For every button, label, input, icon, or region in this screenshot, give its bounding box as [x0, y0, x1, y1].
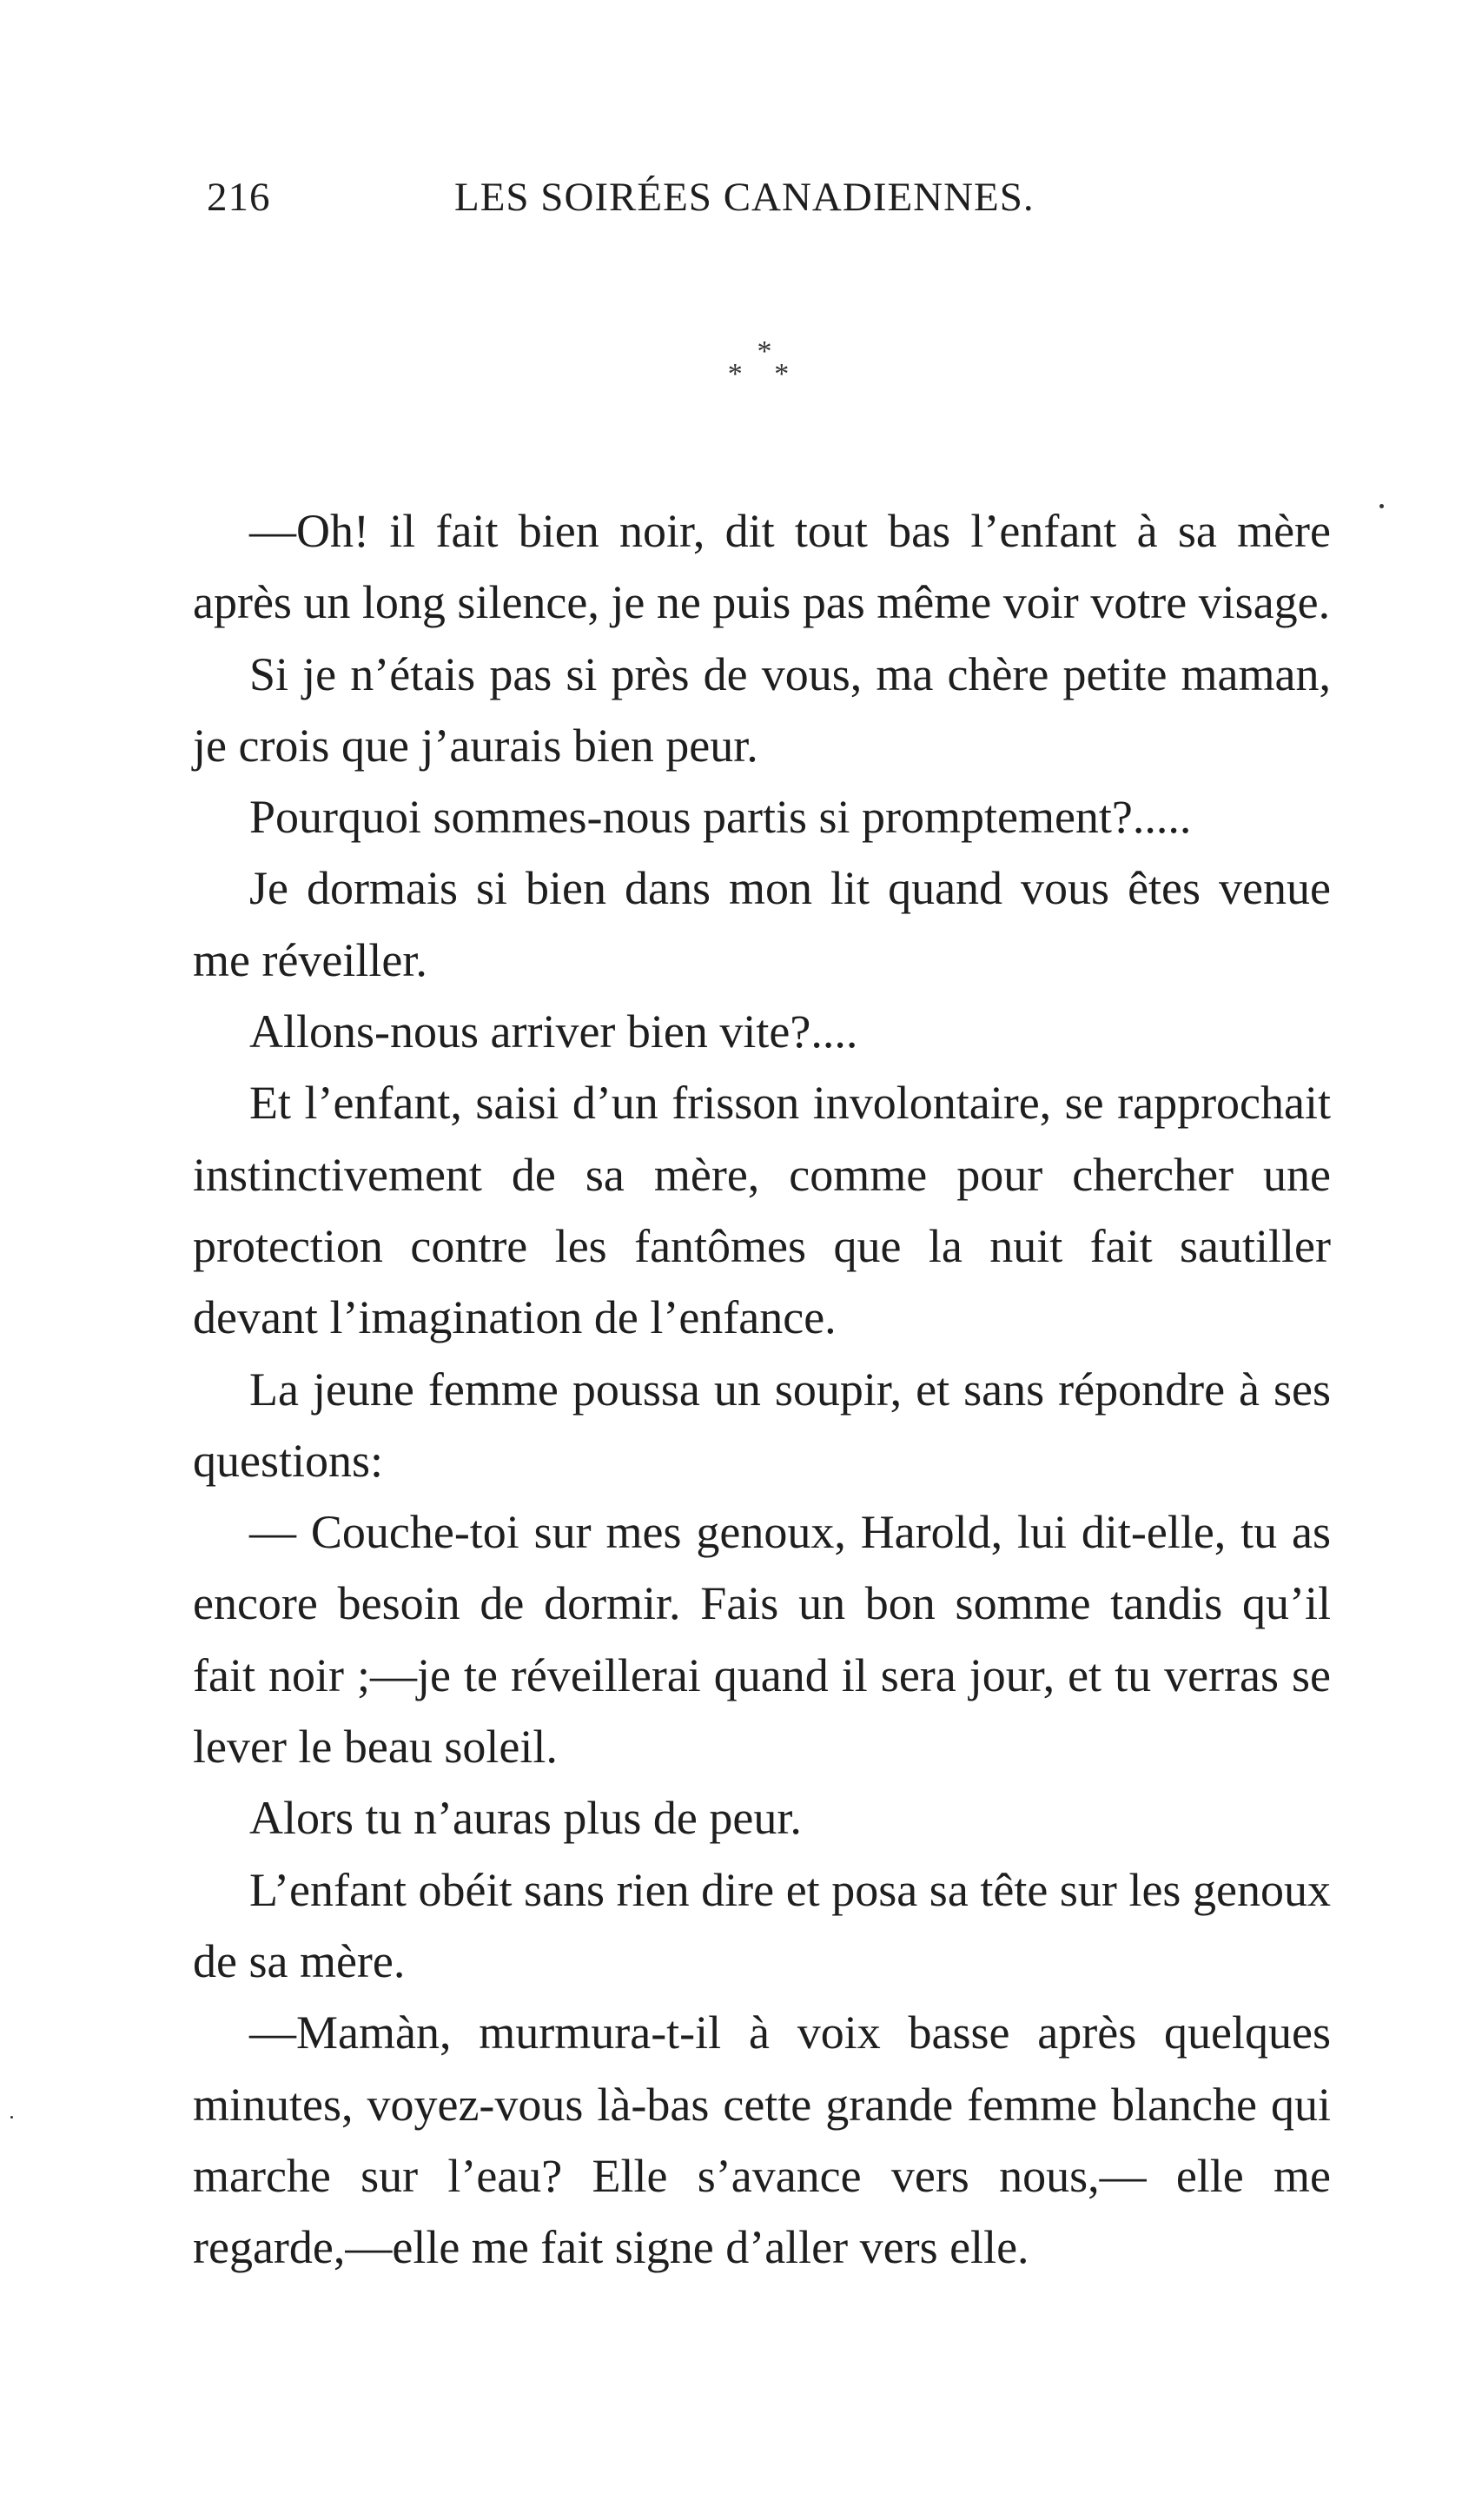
paragraph: Et l’enfant, saisi d’un frisson involontaire, se rapprochait instinctivement de sa mère, comme pour chercher une protection contre les fantômes que la nuit fait sautiller devant l’imagination de l’enfance. — [193, 1077, 1331, 1344]
paragraph: — Couche-toi sur mes genoux, Harold, lui dit-elle, tu as encore besoin de dormir. Fais un bon somme tandis qu’il fait noir ;—je te réveillerai quand il sera jour, et tu verras se lever le beau soleil. — [193, 1506, 1331, 1774]
asterism-bottom: * * — [727, 358, 802, 390]
paragraph: Pourquoi sommes-nous partis si promptement?..... — [249, 791, 1192, 844]
ink-speck — [1379, 504, 1384, 508]
paragraph: Allons-nous arriver bien vite?.... — [249, 1005, 858, 1058]
asterism-top: * — [757, 335, 772, 368]
body-text — [193, 495, 1331, 2283]
book-title: LES SOIRÉES CANADIENNES. — [454, 175, 1035, 220]
paragraph: Si je n’étais pas si près de vous, ma chère petite maman, je crois que j’aurais bien peur. — [193, 647, 1331, 772]
paragraph: —Mamàn, murmura-t-il à voix basse après quelques minutes, voyez-vous là-bas cette grande femme blanche qui marche sur l’eau? Elle s’avance vers nous,— elle me regarde,—elle me fait signe d’aller vers elle. — [193, 2006, 1331, 2274]
paragraph: La jeune femme poussa un soupir, et sans répondre à ses questions: — [193, 1363, 1331, 1487]
ink-speck — [10, 2116, 13, 2119]
asterism-ornament — [725, 337, 804, 407]
paragraph: L’enfant obéit sans rien dire et posa sa tête sur les genoux de sa mère. — [193, 1863, 1331, 1987]
page-number: 216 — [207, 175, 271, 220]
paragraph: —Oh! il fait bien noir, dit tout bas l’enfant à sa mère après un long silence, je ne puis pas même voir votre visage. — [193, 505, 1331, 629]
paragraph: Je dormais si bien dans mon lit quand vous êtes venue me réveiller. — [193, 862, 1331, 986]
running-head — [207, 174, 1075, 226]
paragraph: Alors tu n’auras plus de peur. — [249, 1792, 802, 1845]
